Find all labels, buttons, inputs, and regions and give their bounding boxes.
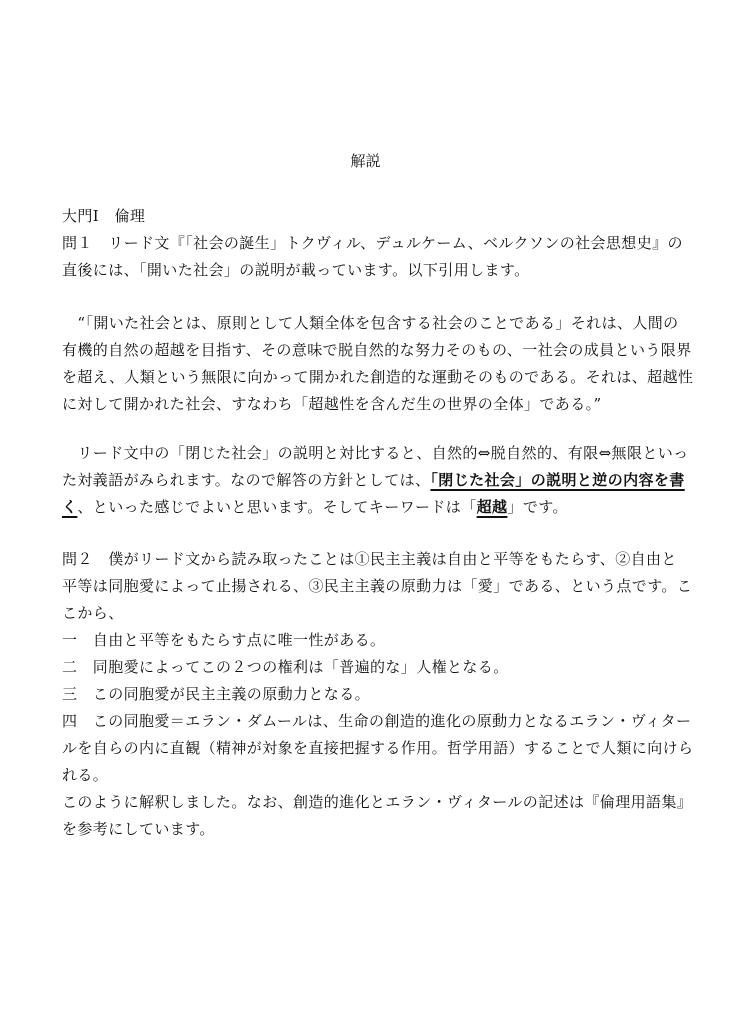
emphasized-text: く: [62, 498, 78, 516]
paragraph-line: を参考にしています。: [62, 820, 215, 838]
quote-line: “「開いた社会とは、原則として人類全体を包含する社会のことである」それは、人間の: [62, 314, 679, 332]
quote-line: を超え、人類という無限に向かって開かれた創造的な運動そのものである。それは、超越性: [62, 368, 694, 386]
paragraph-line: 問１ リード文『「社会の誕生」トクヴィル、デュルケーム、ベルクソンの社会思想史』の: [62, 234, 683, 252]
text-segment: た対義語がみられます。なので解答の方針としては、: [62, 471, 431, 489]
keyword-emphasis: 超越: [476, 498, 508, 516]
list-item-continuation: ルを自らの内に直観（精神が対象を直接把握する作用。哲学用語）することで人類に向けら: [62, 739, 694, 757]
paragraph-line: 問２ 僕がリード文から読み取ったことは①民主主義は自由と平等をもたらす、②自由と: [62, 550, 677, 568]
emphasized-text: 「閉じた社会」の説明と逆の内容を書: [430, 471, 685, 489]
list-item: 四 この同胞愛＝エラン・ダムールは、生命の創造的進化の原動力となるエラン・ヴィター: [62, 712, 692, 730]
paragraph-line: [62, 498, 568, 516]
paragraph-line: このように解釈しました。なお、創造的進化とエラン・ヴィタールの記述は『倫理用語集』: [62, 793, 693, 811]
section-heading: 大門Ⅰ 倫理: [62, 207, 146, 225]
list-item-continuation: れる。: [62, 766, 109, 784]
list-item: 二 同胞愛によってこの２つの権利は「普遍的な」人権となる。: [62, 658, 509, 676]
page-title: 解説: [350, 152, 381, 170]
paragraph-line: リード文中の「閉じた社会」の説明と対比すると、自然的⇔脱自然的、有限⇔無限といっ: [62, 444, 689, 462]
paragraph-line: [62, 471, 685, 489]
paragraph-line: 平等は同胞愛によって止揚される、③民主主義の原動力は「愛」である、という点です。こ: [62, 577, 693, 595]
quote-line: に対して開かれた社会、すなわち「超越性を含んだ生の世界の全体」である。”: [62, 395, 602, 413]
text-segment: 、といった感じでよいと思います。そしてキーワードは「: [77, 498, 477, 516]
text-segment: 」です。: [507, 498, 568, 516]
paragraph-line: こから、: [62, 604, 124, 622]
quote-line: 有機的自然の超越を目指す、その意味で脱自然的な努力そのもの、一社会の成員という限界: [62, 341, 692, 359]
list-item: 一 自由と平等をもたらす点に唯一性がある。: [62, 631, 386, 649]
list-item: 三 この同胞愛が民主主義の原動力となる。: [62, 685, 371, 703]
paragraph-line: 直後には、「開いた社会」の説明が載っています。以下引用します。: [62, 261, 530, 279]
